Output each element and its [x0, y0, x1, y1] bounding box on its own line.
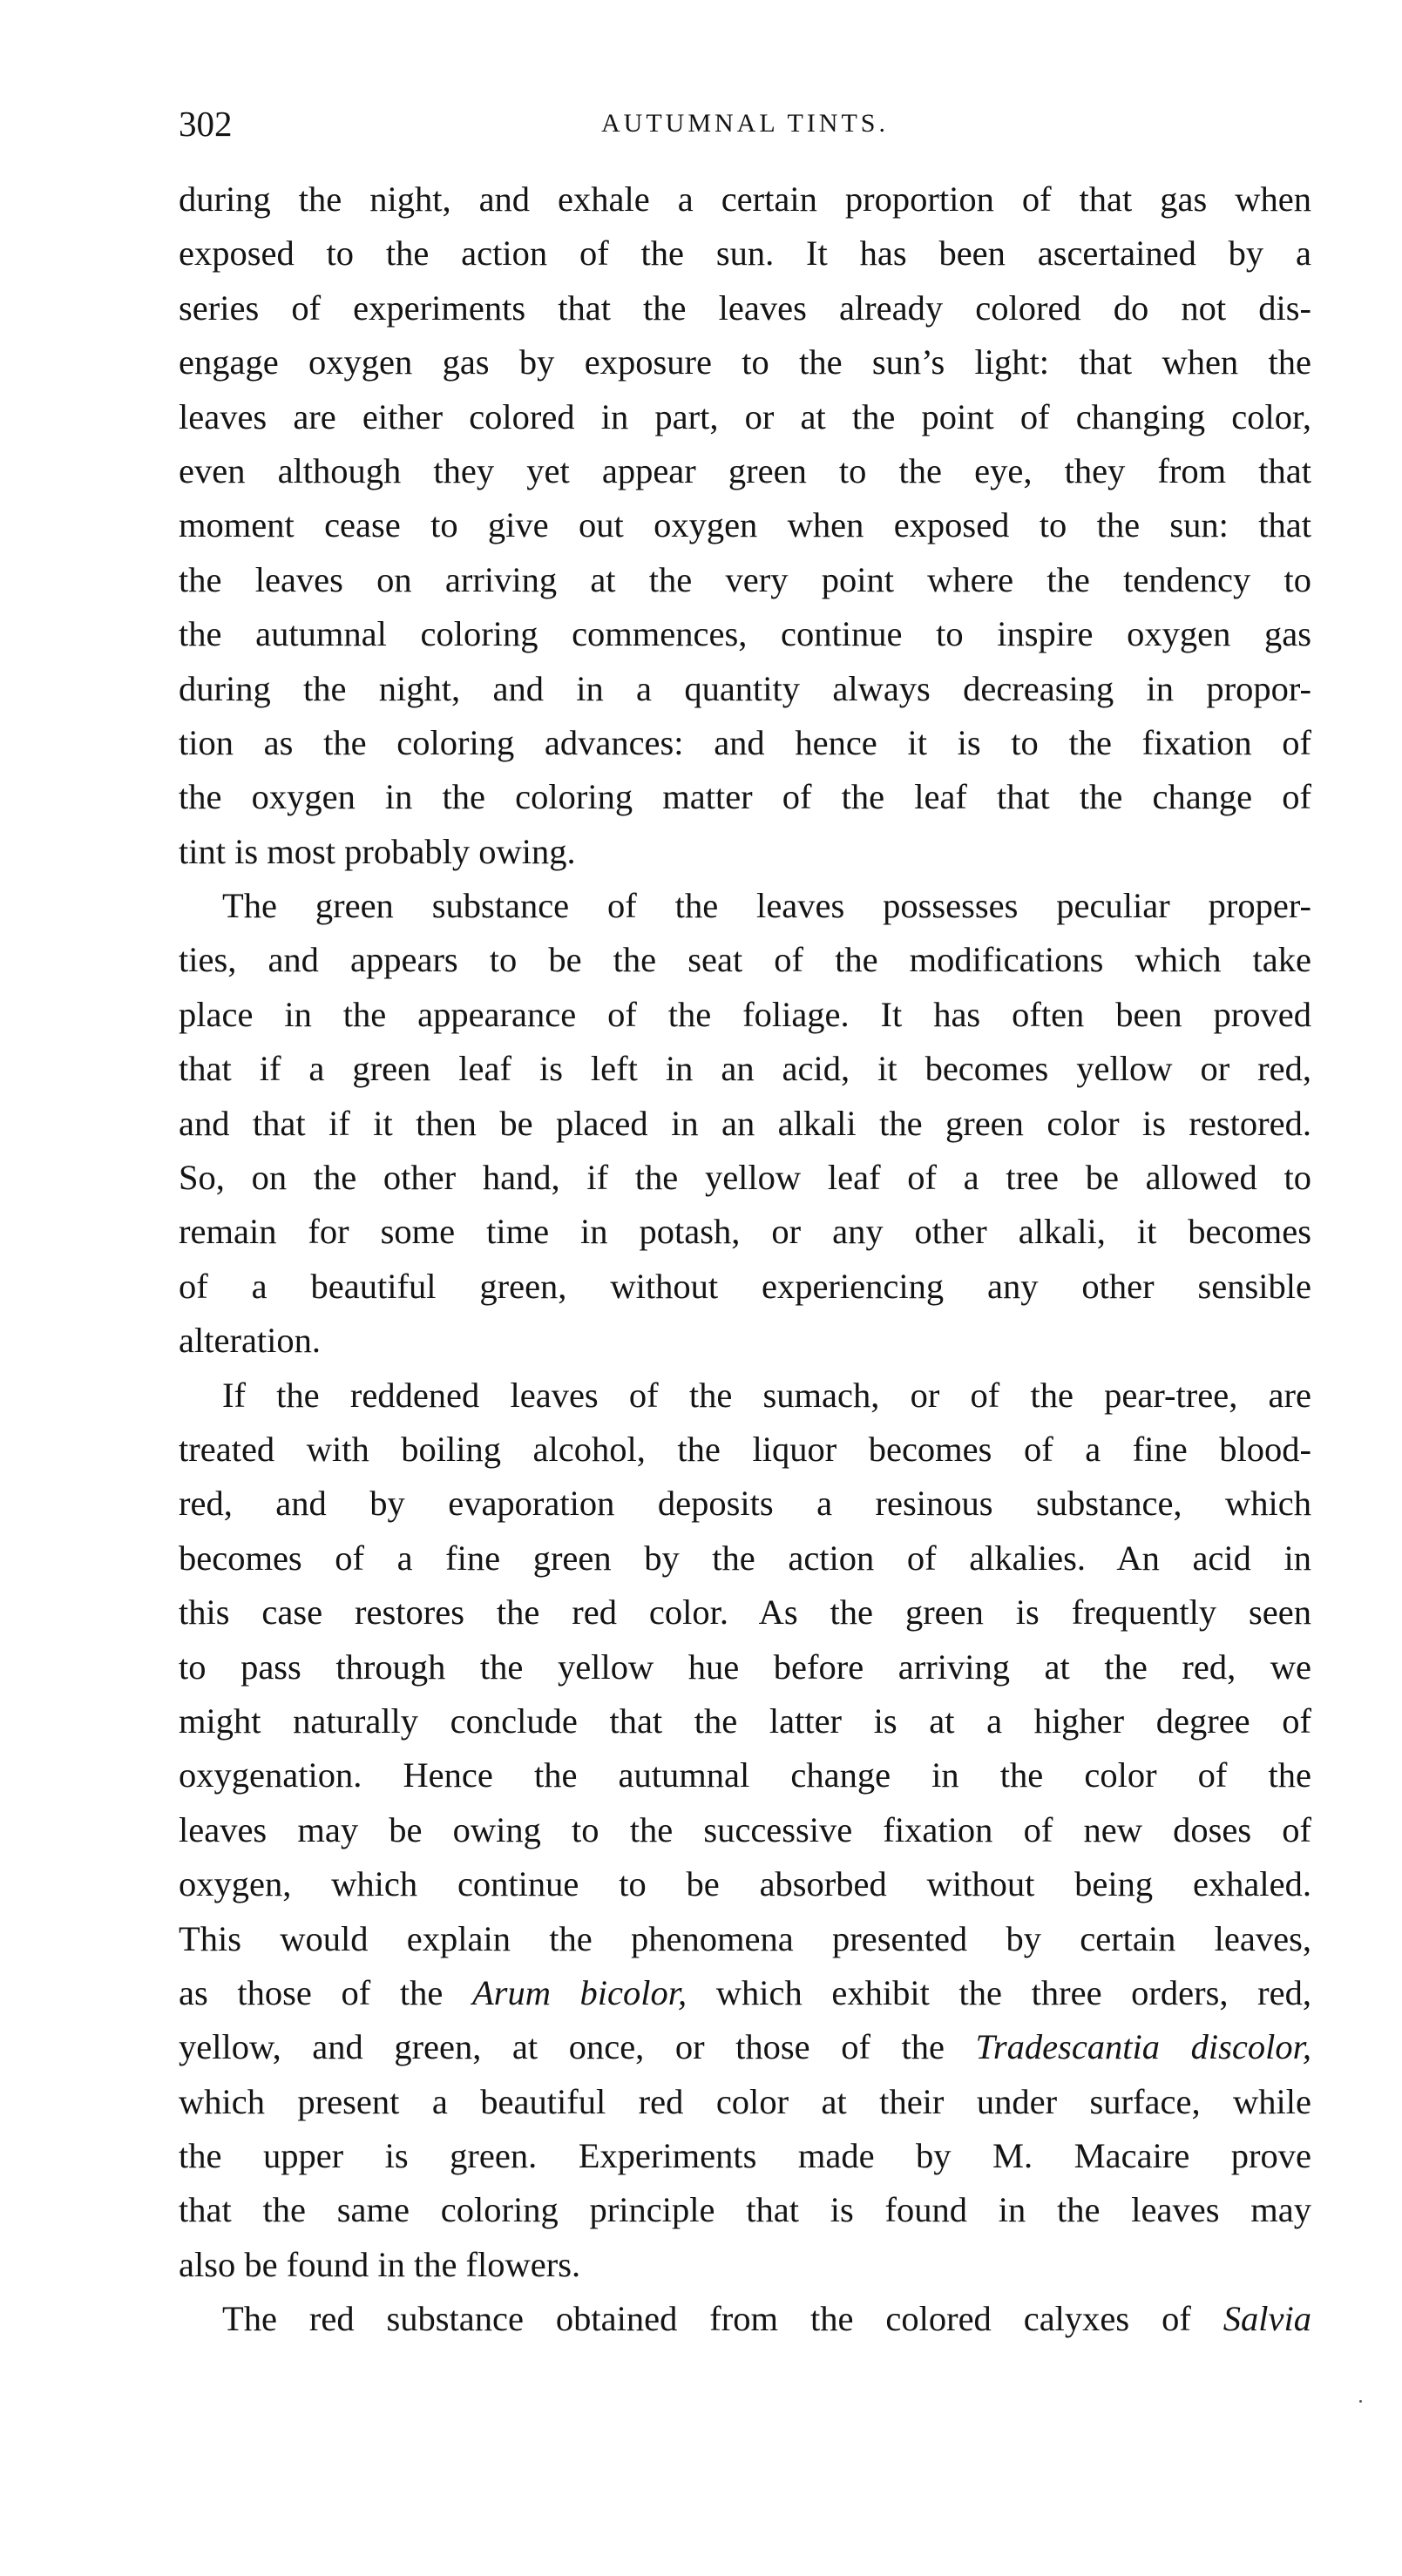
text-line: during the night, and exhale a certain proportion of that gas when: [179, 179, 1311, 219]
text-line: place in the appearance of the foliage. It has often been proved: [179, 994, 1311, 1034]
text-line: treated with boiling alcohol, the liquor becomes of a fine blood-: [179, 1429, 1311, 1469]
text-line: alteration.: [179, 1321, 322, 1361]
text-line: the oxygen in the coloring matter of the leaf that the change of: [179, 777, 1311, 817]
text-line: remain for some time in potash, or any other alkali, it becomes: [179, 1212, 1311, 1252]
text-line: leaves are either colored in part, or at the point of changing color,: [179, 396, 1311, 436]
text-line: the autumnal coloring commences, continue to inspire oxygen gas: [179, 614, 1311, 654]
text-line: This would explain the phenomena presented by certain leaves,: [179, 1918, 1311, 1958]
italic-species-name: Arum bicolor,: [471, 1972, 687, 2012]
text-line: engage oxygen gas by exposure to the sun’s light: that when the: [179, 342, 1311, 382]
body-text: [179, 172, 1311, 2347]
text-line: series of experiments that the leaves already colored do not dis-: [179, 287, 1311, 328]
text-line-with-italic: [179, 1966, 1311, 2020]
text-line: ties, and appears to be the seat of the modifications which take: [179, 940, 1311, 980]
text-line: The green substance of the leaves possesses peculiar proper-: [222, 886, 1311, 926]
text-line: moment cease to give out oxygen when exposed to the sun: that: [179, 505, 1311, 545]
running-head-title: AUTUMNAL TINTS.: [601, 109, 889, 138]
running-head: [179, 98, 1311, 150]
text-line: might naturally conclude that the latter is at a higher degree of: [179, 1700, 1311, 1741]
page-number: 302: [179, 104, 233, 144]
text-line: red, and by evaporation deposits a resinous substance, which: [179, 1484, 1311, 1524]
text-line: So, on the other hand, if the yellow leaf of a tree be allowed to: [179, 1158, 1311, 1198]
text-line: leaves may be owing to the successive fixation of new doses of: [179, 1809, 1311, 1849]
italic-genus-name: Salvia: [1223, 2299, 1311, 2339]
text-line: becomes of a fine green by the action of alkalies. An acid in: [179, 1538, 1311, 1578]
text-line: which present a beautiful red color at their under surface, while: [179, 2081, 1311, 2121]
text-line: oxygen, which continue to be absorbed without being exhaled.: [179, 1864, 1311, 1904]
text-line: of a beautiful green, without experiencing any other sensible: [179, 1266, 1311, 1306]
text-line: to pass through the yellow hue before arriving at the red, we: [179, 1646, 1311, 1687]
text-line: exposed to the action of the sun. It has been ascertained by a: [179, 233, 1311, 274]
text-line: the leaves on arriving at the very point where the tendency to: [179, 559, 1311, 599]
text-run: as those of the: [179, 1972, 472, 2012]
text-line: the upper is green. Experiments made by M. Macaire prove: [179, 2136, 1311, 2176]
text-line: also be found in the flowers.: [179, 2244, 581, 2284]
text-line: that if a green leaf is left in an acid, it becomes yellow or red,: [179, 1049, 1311, 1089]
text-run: The red substance obtained from the colored calyxes of: [222, 2299, 1223, 2339]
text-line: tint is most probably owing.: [179, 831, 576, 871]
text-line: that the same coloring principle that is found in the leaves may: [179, 2190, 1311, 2230]
text-line-with-italic: [179, 2292, 1311, 2346]
paper-speck: [1359, 2400, 1362, 2403]
text-line-with-italic: [179, 2020, 1311, 2074]
text-run: yellow, and green, at once, or those of the: [179, 2027, 976, 2067]
text-line: tion as the coloring advances: and hence it is to the fixation of: [179, 722, 1311, 762]
text-line: during the night, and in a quantity always decreasing in propor-: [179, 668, 1311, 708]
text-line: If the reddened leaves of the sumach, or of the pear-tree, are: [222, 1375, 1311, 1415]
italic-species-name: Tradescantia discolor,: [975, 2027, 1311, 2067]
text-line: even although they yet appear green to the eye, they from that: [179, 450, 1311, 490]
text-line: this case restores the red color. As the green is frequently seen: [179, 1592, 1311, 1633]
text-run: which exhibit the three orders, red,: [687, 1972, 1311, 2012]
text-line: oxygenation. Hence the autumnal change in the color of the: [179, 1755, 1311, 1795]
text-line: and that if it then be placed in an alkali the green color is restored.: [179, 1103, 1311, 1143]
